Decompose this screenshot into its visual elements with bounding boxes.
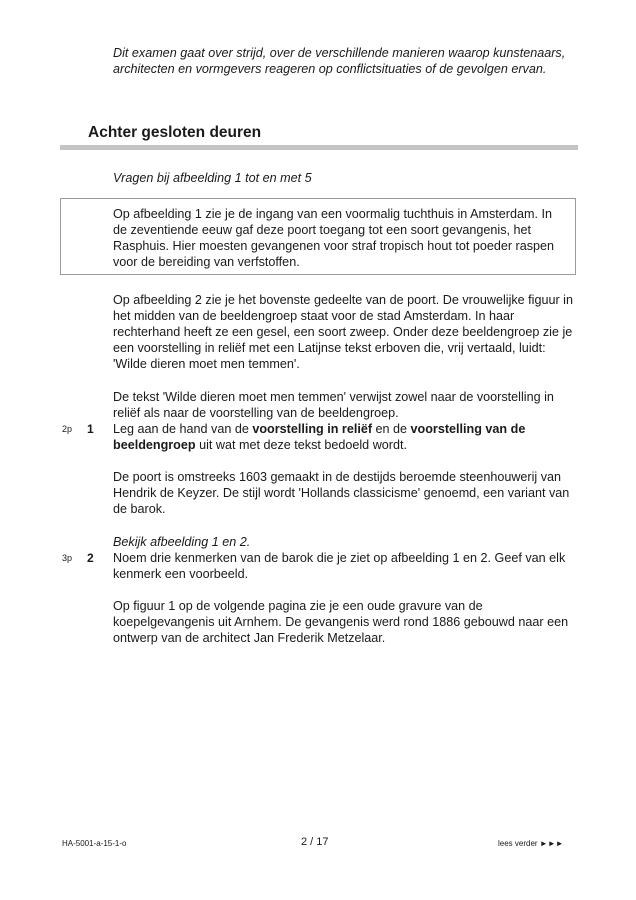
context-box <box>60 198 576 275</box>
section-title: Achter gesloten deuren <box>88 124 262 141</box>
footer-continue: lees verder ►►► <box>498 839 564 848</box>
subheading: Vragen bij afbeelding 1 tot en met 5 <box>113 171 312 185</box>
paragraph-poort: De poort is omstreeks 1603 gemaakt in de destijds beroemde steenhouwerij van Hendrik de Keyzer. De stijl wordt 'Hollands classicisme' genoemd, een variant van de barok. <box>113 470 570 516</box>
footer-exam-code: HA-5001-a-15-1-o <box>62 839 127 848</box>
paragraph-koepelgevangenis: Op figuur 1 op de volgende pagina zie je een oude gravure van de koepelgevangenis uit Arnhem. De gevangenis werd rond 1886 gebouwd naar een ontwerp van de architect Jan Frederik Metzelaar. <box>113 599 569 645</box>
question-2-number: 2 <box>87 551 94 565</box>
paragraph-tekst: De tekst 'Wilde dieren moet men temmen' verwijst zowel naar de voorstelling in reliëf als naar de voorstelling van de beeldengroep. <box>113 390 554 420</box>
question-1-part-2: en de <box>372 422 411 436</box>
question-2-points: 3p <box>62 553 73 563</box>
question-1-number: 1 <box>87 422 94 436</box>
question-1-text <box>113 421 573 453</box>
question-1-emphasis-relief: voorstelling in reliëf <box>252 422 373 436</box>
question-1-part-1: Leg aan de hand van de <box>113 422 253 436</box>
question-1-emphasis-beeldengroep: voorstelling van de beeldengroep <box>113 422 526 452</box>
section-divider <box>60 145 578 150</box>
intro-text: Dit examen gaat over strijd, over de verschillende manieren waarop kunstenaars, architecten en vormgevers reageren op conflictsituaties of de gevolgen ervan. <box>113 46 566 76</box>
context-box-text: Op afbeelding 1 zie je de ingang van een voormalig tuchthuis in Amsterdam. In de zeventiende eeuw gaf deze poort toegang tot een soort gevangenis, het Rasphuis. Hier moesten gevangenen voor straf tropisch hout tot poeder raspen voor de bereiding van verfstoffen. <box>113 207 555 269</box>
question-1-part-3: uit wat met deze tekst bedoeld wordt. <box>195 438 407 452</box>
question-2-text: Noem drie kenmerken van de barok die je ziet op afbeelding 1 en 2. Geef van elk kenmerk een voorbeeld. <box>113 551 566 581</box>
footer-page-number: 2 / 17 <box>301 836 329 848</box>
instruction-bekijk: Bekijk afbeelding 1 en 2. <box>113 535 251 549</box>
question-1-points: 2p <box>62 424 73 434</box>
paragraph-afbeelding-2: Op afbeelding 2 zie je het bovenste gedeelte van de poort. De vrouwelijke figuur in het midden van de beeldengroep staat voor de stad Amsterdam. In haar rechterhand heeft ze een gesel, een soort zweep. Onder deze beeldengroep zie je een voorstelling in reliëf met een Latijnse tekst erboven die, vrij vertaald, luidt: 'Wilde dieren moet men temmen'. <box>113 293 573 371</box>
